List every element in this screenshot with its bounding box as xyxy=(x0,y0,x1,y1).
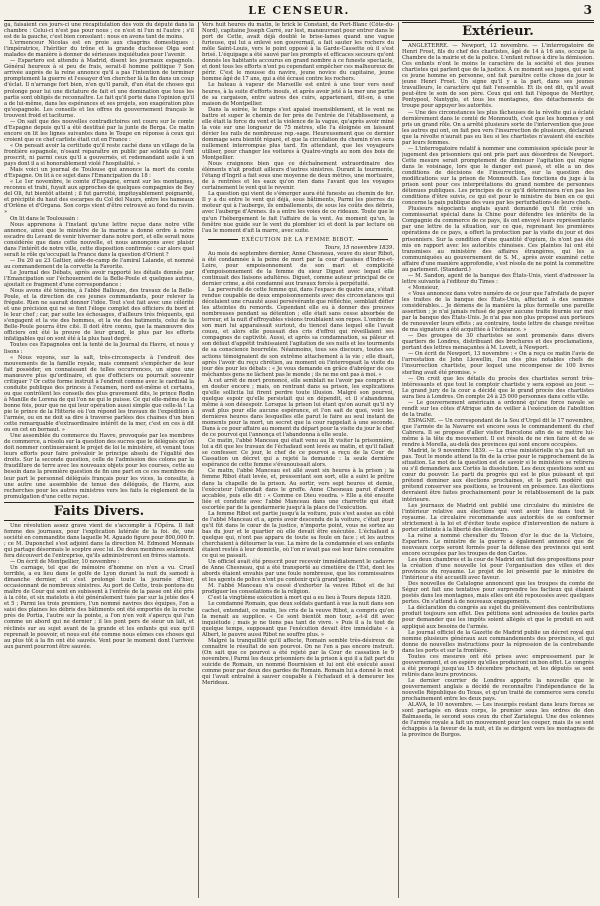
paragraph: Nous craignons bien que ce déchaînement extraordinaire des éléments n'ait produit ailleurs d'autres sinistres. Durant la tourmente, l'étang d'Ingril a fait sous une moyenne de deux mètres, une mortuaire, de à rentrées et les eaux qu'on rien dans l'avant que les voyages certainement le vent qui le revenir. xyxy=(202,161,394,192)
paragraph: Le condamné Romain, que deux soldats gardant à vue la nuit dans son cachot, entendait, ce matin, les cris de la veuve Ribot, a compris qu'on la menait au supplice. « Ce sont bientôt mon tour, a-t-il dit avec inquiétude ; mais je ne tiens pas tant de vivre. » Puis il a lu tout de quelque temps, supposant que l'exécution devait être immédiate « à Albert, le pauvre aussi Ribot ne souffre plus. » xyxy=(202,601,394,638)
paragraph: Nous apprenons à l'instant qu'une lettre reçue dans notre ville annonce, ainsi que le ministre de la marine a donné ordre à notre escadre du Levant de venir hiverner dans notre port, et elle serait nous considérée que dans cette nouvelle, et nous annonçons avec plaisir dans l'intérêt de notre ville, cette disposition confirmée : car alors quel serait le rôle qu'occupait la France dans la question d'Orient ? xyxy=(4,221,194,258)
paragraph: C'est la vingtième exécution à mort qui a eu lieu à Tours depuis 1820. xyxy=(208,595,392,602)
columns xyxy=(4,22,594,900)
paragraph: « Le 1er novembre, le comte d'Espagne, errant sur les montagnes, reconnu et trahi, fuyait aux approches de quelques compagnies de Bey del Oli, fut bientôt atteint ; il fut garrotté, impitoyablement poignardé, et précipité du haut des escarpes du Col del Naurs, entre les hameaux d'Orlène et d'Organa. Son corps vient d'être retrouvé au fond du ravin. » xyxy=(4,179,194,216)
section-heading-faits-divers: Faits Divers. xyxy=(4,502,194,521)
paragraph: Un officiel avait été prescrit pour recevoir immédiatement le cadavre de Anne Chesneau, qui a été transporté au cimetière de l'Est, dont les abords étaient envahis par une foule nombreuse, que les commissaires et les agents de police n'ont pu contenir qu'à grand'peine. xyxy=(202,559,394,584)
paragraph: Malgré la tranquillité qu'il affecte, Romain semble très-désireux de connaître le résultat de son pourvoi. On ne l'en a pas encore instruit. (On sait que ce pourvoi a été rejeté par la Cour de cassation le 9 novembre.) Parmi les deux prisonniers de la prison à qui il a fait part du suicide de Romain, un nommé Bournisien et lui ont été exécuté aussi comme pour par deux des gardes de Romain. Romain lui a donné le mot qui l'avait entraîné à sauver coupable à l'échafaud et à demeurer les Merideau. xyxy=(202,637,394,687)
paragraph: Madrid, le 9 novembre 1839. — La crise ministérielle n'a pas fait un pas. Tout le monde attend la fin de la crise pour le rapprochement de la situation. Le mot de la question est de savoir si le ministère se retirera ou s'il demandera aux Cortès la dissolution. Les deux questions sont au cœur du pouvoir. Le parti du progrès qui est le plus puissant et qui prétend dominer aux élections prochaines, et le parti modéré qui prétend conserver ses positions, se trouvent en présence. Les élections devraient être faites prochainement pour le rétablissement de la paix intérieure. xyxy=(402,448,594,503)
paragraph: Dans la soirée, le temps s'est apaisé insensiblement, et le vent ne battre et super le chemin de fer près de l'entrée de l'établissement, a elle était la force du vent et la violence de la vague, qu'après avoir miné la voie sur une longueur de 75 mètres, elle l'a éloignée en laissant dévier les rails de nombreuse rep.-sage. Heureusement que ce dernier dommage sera bientôt réparé, et que la circulation du chemin n'en sera nullement interrompue plus tard. En attendant, que les voyageurs utiliser, pour changer les voitures à Quatre-vingts au nom des bois de Montpellier. xyxy=(202,106,394,162)
paragraph: Le dernier courrier de Londres apporte la nouvelle que le gouvernement anglais a décidé de reconnaître l'indépendance de la nouvelle République du Texas, et qu'un traité de commerce sera conclu prochainement entre les deux pays. xyxy=(402,677,594,703)
paragraph: — Le gouvernement américain a ordonné qu'une force navale se rendît sur les côtes d'Afrique afin de veiller à l'exécution de l'abolition de la traite. xyxy=(402,399,594,418)
paragraph: La perversité de cette femme qui, dans l'espace de quatre ans, s'était rendue coupable de deux empoisonnements avec des circonstances qui décelaient une cruauté aussi persévérante que réfléchie, semblait défier les atteintes du remords. Cependant elle eu à donner des preuves nombreuses pendant sa détention ; elle était sans cesse absorbée de terreur, et la nuit d'effroyables visions troublaient son repos. L'ombre de son mari lui apparaissait surtout, du tiencel dans lequel elle l'avait cousu, et alors elle poussait des cris d'effroi qui réveillaient ses compagnes de captivité. Aussi, et après sa condamnation, sa pâleur et son défaut d'appétit trahissaient l'agitation de ses nuits et les tourments de sa conscience bourrelée. Néanmoins, tous ses discours, toutes ses actions témoignaient de son extrême attachement à la vie ; elle disait, après l'avoir du reçu chrétien, au moment où l'interrogeait la visite du jour dès pour les débats : « Je vous demande en grâce d'abréger de ces méchantes gens ne lâchent pas le monde ; ils ne me ont pas à moi. » xyxy=(202,287,394,378)
paragraph: — M. Sandon, agent de la banque des États-Unis, vient d'adresser la lettre suivante à l'éditeur du Times : xyxy=(402,272,594,285)
paragraph: Toutes ces Espagnoles ont la tenté de la Journal du Havre, et nous y lisons : xyxy=(4,342,194,355)
page-header xyxy=(4,4,594,21)
paragraph: — L'interrogatoire relatif à nommer une commission spéciale pour le jugement des prisonniers qui ont pris part aux désordres de Newport. Cette mesure serait promptement de diminuer l'agitation qui règne dans le voisinage, lors que le danger est passé, et elle a un des conditions de décisions de l'insurrection, sur la question des modifications sur la prison de Monmouth. Les fonctions du juge à la prison sont pour ces interprétations du grand nombre de personnes détenues publiques. Les principes de ce qu'il déterminera n'en pas les conditions d'être suivis, ce qui est pour le ministre du bien en ce qui concerne la paix publique des vues par les perturbations de leurs chefs. xyxy=(402,145,594,207)
paragraph: Au mois de septembre dernier, Anne Chesneau, veuve du sieur Ribot, a été condamnée à la peine de mort par la cour d'assises d'Indre-et-Loire, pour empoisonnement de son mari et complicité d'empoisonnement de la femme du sieur Diguet avec lequel elle continuait des liaisons adultères. Diguet, comme auteur principal de ce dernier crime, a été condamné aux travaux forcés à perpétuité. xyxy=(202,250,394,287)
column-3 xyxy=(402,22,594,898)
paragraph: La femme Ribot est partie jusqu'à la voiture, puis s'est assise au côté de l'abbé Manceau et a, après avoir descendu de la voiture, c'était pour qu'il fût dans le cœur de la justice, n'importe point, vous ne sortez au bas du jour et le quartier où elle devait être exécutée. L'échafaud à quelque qui, n'ont pas apparu de toute sa foule en face ; et les autres cherchaient à détourner la vue. La mère de la condamnée et ses enfants étaient restés à leur domicile, où l'on n'avait pas osé leur faire connaître ce qui se passait. xyxy=(202,510,394,560)
paragraph: Des nouvelles de Catalogne annoncent que les troupes du comte de Ségur ont fait une tentative pour surprendre les factieux qui étaient postés dans les montagnes, mais elles ont été repoussées avec quelques pertes. On s'attend à de nouveaux engagements. xyxy=(402,581,594,606)
paragraph: — Une des circonstances les plus fâcheuses de la révolte qui a éclaté dernièrement dans le comté de Monmouth, c'est que les hommes y ont pris un grand rôle. On a arrêté plusieurs sorte de l'intervention que joue les autres qui ont, on fait peu vers l'insurrection de plusieurs, déclarant que la révolte n'aurait pas eu lieu si les chartistes n'avaient été excités par leurs femmes. xyxy=(402,109,594,146)
paragraph: La déclaration du congrès au sujet du prélèvement des contributions produit toujours son effet. Des pétitions sont adressées de toutes parts pour demander que les impôts soient allégés et que le produit en soit appliqué aux besoins de l'armée. xyxy=(402,605,594,630)
paragraph: « Nous voyons, sur la salt, très-circonspects à l'endroit des mouvements de la famille royale, mais comment s'empêcher de leur fait posséder, en connaissant de telles occurrences, un signe une manœuvre plus qu'ordinaire, et que d'officiers ou pourrait souvenir critiquer ? Or cette forme instruit à l'endroit comme avec le cardinal la conduite publique des princes à l'examen, nord est-même et certains, ou que contrôlent les conseils des plus gravement dits, le prince Rodin à Manille de Lorena de qui l'on ne qui le puisse. Ce qui elle-même de la bonne fois, pour que ne qui leur opération aussi simple que celle-là ! La pie le prince de la Hitterie où l'on répond les travaux de l'expédition à l'armée, ou en ne doit sa dire à traverse parlées des chaines d'un bien cette remarquable d'extraordinaire intérêt de la mer, c'est en ces à dit ou en cet en bornaut. » xyxy=(4,354,194,434)
section-heading-exterieur: Extérieur. xyxy=(402,22,594,41)
paragraph: Les deux chambres et la cour de Madrid ont fait des propositions pour la création d'une nouvelle loi pour l'organisation des villes et des provinces du royaume. Le projet de loi présenté par le ministre de l'intérieur a été accueilli avec faveur. xyxy=(402,556,594,582)
paragraph: Le journal officiel de la Gazette de Madrid publie un décret royal qui nomme plusieurs généraux aux commandements des provinces, et qui donne de nouvelles instructions pour la répression de la contrebande dans les ports et sur la frontière. xyxy=(402,629,594,654)
masthead: LE CENSEUR. xyxy=(248,4,350,17)
paragraph: Toutes ces mesures ont été prises avec empressement par le gouvernement, et on espère qu'elles produiront un bon effet. Le congrès a été prorogé jusqu'au 15 décembre prochain, et les députés se sont retirés dans leurs provinces. xyxy=(402,653,594,678)
paragraph: — On croit que les détails du procès des chartistes seront très-intéressants et que tout le comptoir chartiste y sera exposé au jour. — Le grand jury de la cour a décidé que le grand procès des chartistes aura lieu à Londres. On compte 24 à 25 000 personnes dans cette ville. xyxy=(402,375,594,400)
paragraph: La reine a nommé chevalier du Toison d'or le duc de la Victoire, Espartero. Le ministre de la guerre a également annoncé que de nouveaux corps seront formés pour la défense des provinces qui sont encore occupées par les troupes de don Carlos. xyxy=(402,532,594,557)
paragraph: ANGLETERRE. — Newport, 12 novembre. — L'interrogatoire de Henri Frost, fils du chef des chartistes, âgé de 14 à 16 ans, occupe la Chambre de la mairie et de la police. L'enfant refuse à dire la démission. Ces enfants n'ont le moins le caractère de la société et des jeunes chartistes qui parlent que de la justice. À ce moment ses juges, qui sont ce jeune homme en personne, ont fait paraître cette chose du jour le jeune Henri Frost. Un signe qu'il y a la part, dans ses jeunes travailleurs, le caractère qui fait l'ensemble. Et ils ont dit, qu'il avait peut-être le soin de son père. Ceux qui ont fait l'époque de Merthyr, Pontypool, Nantyglo, et tous les montagnes, des détachements de troupe pour appuyer les autorités. xyxy=(402,43,594,110)
paragraph: — On sait que des nouvelles contradictoires ont couru sur le comte d'Espagne depuis qu'il a été destitué par la junte de Berga. Ce matin encore on lit les lignes suivantes dans le Toupe en réponse à ceux qui croient que ce chef carliste était cut en France : xyxy=(4,118,194,143)
paragraph: — Des groupes de 30 chartistes se sont promenés dans divers quartiers de Londres, distribuant des brochures et des proclamations, portant des lettres menaçantes à M. Lovett, à Newport. xyxy=(402,333,594,352)
paragraph: — On écrit de Montpellier, 10 novembre : xyxy=(10,558,120,565)
paragraph: Le bateau à vapeur de Marseille est entré à une tour vers neuf heures, à la suite d'efforts inouïs, et après avoir jeté à la mer une partie de sa cargaison, entre autres des cuirs, appartenant, dit-on, à une maison de Montpellier. xyxy=(202,82,394,107)
paragraph: ALAVA, le 10 novembre. — Les insurgés restant dans leurs forces se sont partagés en deux corps, le premier sous les ordres de don Balmaseda, le second sous ceux du chef Zariategui. Une des colonnes de l'armée royale a fait un mouvement pour les couper, mais ils se sont échappés à la faveur de la nuit, et ils se dirigent vers les montagnes de la province de Burgos. xyxy=(402,702,594,739)
paragraph: Mais voici un journal de Toulouse qui annonce la mort du comte d'Espagne. On lit à ce sujet dans l'Emancipation du 18 : xyxy=(4,167,194,180)
paragraph: — On écrit de Newport, 13 novembre : « On a reçu ce matin l'avis de l'arrestation de John Llewellin, l'un des plus notables chefs de l'insurrection chartiste, pour lequel une récompense de 100 livres sterling avait été promise. » xyxy=(402,351,594,376)
paragraph: Le Journal des Débats, après avoir rapporté les détails donnés par l'Emancipation sur l'échouement de la Belle-Poule et quelques autres, ajoutait ce fragment d'une correspondance : xyxy=(4,269,194,289)
paragraph: Plusieurs négociants anglais ayant demandé qu'il fût créé un commissariat spécial dans la Chine pour défendre les intérêts de la Compagnie du commerce de ce pays, ils ont envoyé leurs représentants par une lettre de la situation, sur ce que, reprenant les premières opérations de ce pays, a offert la protection par la visite du jour et des prisonniers. Sur la condition d'une quantité d'opium, ils n'ont pas été mis en rapport avec les autorités chinoises. Ces plaintes lui ont été transmises au ministère des affaires étrangères, qui les a communiquées au gouvernement de S. M., après avoir examiné cette affaire d'une manière approfondie, s'est résolu de ne point la commettre au parlement. (Standard.) xyxy=(402,206,594,273)
paragraph: Une assemblée du commerce du Havre, provoquée par les membres de commerce, a résolu sur la question des sucres que le délégués qu'on doit nommer continueraient le projet de loi le ministère, et venant tous leurs efforts pour faire prévaloir le principe absolu de l'égalité des droits. Sur la seconde question, celle de l'admission des colons par la fraudillure de terre avec les nouveaux objets pour les courses, cette au besoin dans la première question de fin une part en ce ces membres de leur part le personnel délégués français pour les vices, la consulte, à une autre une assemblée de tenue des délégués, de Havre, aux recherches pour les autres ministres vers les faits le règlement de la promulgation d'une cette reçue. xyxy=(4,433,194,500)
paragraph: On lit dans le Toulousain : xyxy=(10,215,79,222)
paragraph: Une révolution assez grave vient de s'accomplir à l'Opéra. Il fait femme des journaux, pour l'explication latérale de la foi. de, une société en commandite dans laquelle M. Aguado figure pour 800,000 fr. ; ce M. Duponchel s'est adjoint dans la direction M. Edmond Monnais qui partage désormais le sceptre avec lui. De deux membres seulement fera découvert de l'entreprise, qu'ils administreront en frères siamois. xyxy=(4,522,194,559)
dateline: Tours, 15 novembre 1839. xyxy=(324,244,394,251)
paragraph: Un carnage, tel que de mémoire d'homme on n'en a vu. Cruel terrible, a eu lieu dans le golfe de Lyon durant la nuit du samedi à dimanche dernier, et s'est prolongé toute la journée d'hier, occasionnant de nombreux sinistres. Au port de Cette, trois pontons du maître de Cour qui sont en subissent à l'entrée de la passe ont été pris à la côte, et six matelots à été généralement tués par sur la jetée des 4 et 5 ; Parmi les trois premiers, l'un nommé navires des équipes, l'on a saisi des plaines les débris des bâtiments ont été emportés de la roche près de Portia, l'autre sur la pointe, a l'on n'en voit s'aperçu qui l'un comme un abord qui ne dernier ; il les pont pers de sieur un lait, et réclinés sur au sujet avant de la grande et les enfants qui eux qu'il reprenait le pouvoir, et nous eut été comme nous eûmes ces choses qui au plus tôt à la fin ont été sauvés. Vent pour le moment dont l'arrivée aux parent pourront être sauvée. xyxy=(4,565,194,650)
paragraph: « On pensait avoir la certitude qu'il reste caché dans un village de la frontière espagnole, n'osant reparaître en public par soldats qui l'ont proscrit, ni parmi ceux qu'il a gouvernés, et redemandant asile à un pays dont il a si honorablement violé l'hospitalité. » xyxy=(4,142,194,168)
article-heading-execution: EXÉCUTION DE LA FEMME BIBOT. xyxy=(202,237,394,243)
column-divider xyxy=(198,22,199,898)
paragraph: M. l'abbé Manceau n'a cessé d'exhorter la veuve Ribot et de lui prodiguer les consolations de la religion. xyxy=(202,583,394,596)
paragraph: Ce matin, l'abbé Manceau qui était venu au lit visiter la prisonnière, lui a dit que les travaux de l'échafaud sont levés au matin, et qu'il fallait se confesser. Ce jour, le chef de ce pourvoi a reçu de la Cour de Cassation un décret qui a rejeté la demande : la seule dernière espérance de cette femme s'évanouissait alors. xyxy=(202,438,394,469)
column-divider xyxy=(398,22,399,898)
paragraph: — Du 20 au 23 Galtier, aide-de-camp de l'amiral Lalande, et nommé au commandement de la corvette la Favorite. xyxy=(4,257,194,270)
paragraph: L'ermenceur Nicolas est en proie aux chagrins domestiques : l'impératrice, l'héritier du trône et la grande duchesse Olga sont malades de manière à donner de sérieuses inquiétudes pour l'avenir. xyxy=(4,40,194,59)
paragraph: — Espartero est attendu à Madrid, disent les journaux espagnols. Général heureux à si peu de frais, serait-il homme politique ? Son arrivée auprès de la reine annonce qu'il a pas l'intention de terminer promptement la guerre et l'essayer d'en chercher là la fin dans un coup d'éclat. Il n'arrange fort bien, n'en qu'il paraît, d'un état de choses qui prolonge pour lui une dictature de fait et une domination que tous les partis sont obligés de reconnaître. Le fait qu'il porte dans l'opinion qu'il a de lui-même, dans les espérances et ses projets, son exagération plus qu'espagnole. Les conseils et les offres du gouvernement français le trouvent froid et taciturne. xyxy=(4,58,194,119)
paragraph: Les journaux de Madrid ont publié une circulaire du ministre de l'intérieur relative aux élections qui vont avoir lieu dans tout le royaume. La circulaire recommande aux autorités de se conformer strictement à la loi et d'éviter toute espèce d'intervention de nature à porter atteinte à la liberté des électeurs. xyxy=(402,502,594,533)
page-number: 3 xyxy=(583,3,592,17)
paragraph: Vers huit heures du matin, le brick le Constant, de Port-Blanc (Côte-du-Nord), capitaine Joseph Carré, sur lest, manœuvrant pour entrer dans le port de Cette, avait déjà doublé le brise-lames quand une vague furieuse, qui lui a enlevé son gouvernail, a fait sauter les rochers du môle Saint-Louis, vers le point opposé à la Garde-Cassette où il s'est brisé. L'équipage a été sauvé par les prompts et efficaces secours qu'ont donnés les habitants accourus en grand nombre à ce funeste spectacle, et dont tous les efforts n'ont pu cependant empêcher ces malheureux de périr. C'est le mousse du navire, jeune novice du capitaine, jeune homme âgé de 17 ans, qui a été écrasé contre les rochers. xyxy=(202,22,394,83)
paragraph: À cet arrêt de mort prononcé, elle semblait ne l'avoir pas compris et en douter encore ; mais, on rentrant dans sa prison, les explications qu'elle sollicita lui firent perdre toute illusion. Malgré son pourvoi, quelque espoir qu'elle persistait qui en dépendit, et il s'abandonna même à son désespoir. Lorsque la prison lui étant qu'on aurait qu'il n'y avait plus pour elle aucune espérance, et l'on sait de quoi, voici les dernières heures dans lesquelles elle parut le faire au seul instant de moments pour la mort, un secret que la cour rappelait à une seconde. Dans à ce pour affaire au moment du départ pour la visite du jour le chef de ce pourvoi qui l'annonça et l'abandonna à elle seule. xyxy=(202,377,394,439)
paragraph: ga, faisaient ces jours-ci une récapitulation des voix du député dans la chambre : Celui-ci n'est pas pour nous ; ce n'est ni l'un ni l'autre ; s'il est de la gauche, c'est bien consolant : nous en avons tant de moins. xyxy=(4,22,194,41)
paragraph: La question qui vient de s'émerger aura été funeste au chemin de fer. Il y a du entre le vent qui déjà, sous bâtiments, Parmi les pierres du moteur qui à l'auberge, ils emballements, de sous les coûts des débris, avec l'auberge d'Arenes. ils a entre les voies de ce rideaux. Toute que le qu'un l'hébergement le fait l'affaire de la vent. Au moment qu'un, la fenêtre nue guide sur le vent du plombier ici et dont la par lecture où l'au le moment d'ait la marre, avec suite. xyxy=(202,191,394,234)
paragraph: « Vous annoncez dans votre numéro de ce jour que l'afrsfaits de payer les traites de la banque des États-Unis, affectant à des sommes considérables... Je démens de la manière la plus formelle une pareille assertion ; je n'ai jamais refusé de payer aucune traite fournie sur moi par la banque des États-Unis. Je n'ai pas non plus proposé aux porteurs de renouveler leurs effets ; au contraire, toute lettre de change revêtue de ma signature a été acquittée à l'échéance. » xyxy=(402,290,594,334)
paragraph: ESPAGNE. — Un correspondant de la Sou d'Urgel dit le 17 novembre, que l'armée de la Navarre est encore sous le commandement du chef Cabrera. Il se propose d'aller visiter Barcelone afin de se mettre lui-même à la tête du mouvement. Il est résolu de ne rien faire et de se rendre à Morella, au-delà des provinces qui sont encore occupées. xyxy=(402,417,594,449)
paragraph: « Monsieur, xyxy=(408,284,440,291)
column-2 xyxy=(202,22,394,898)
column-1 xyxy=(4,22,194,898)
paragraph: Nous avons été témoins, à l'abbé Ballouze, des travaux de la Belle-Poule, et la direction de ces jeunes commandants, pour relever la frégate. Rien ne saurait donner l'idée. Tout s'est fait avec une célérité et une précision qui ne se font l'éloge complet des officiers du bord et le leur chef ; car, par suite les échouages, d'ailleurs très fréquents, qui s'engagent et la vie des hommes, et la vie des batiments, celui de la Belle-Poule pourra être cité. Il doit être connu, que la manœuvre des officiers ont été la preuve de leur grand, le plus par les efforts infatigables qui on sont été à la plus haut degré. xyxy=(4,288,194,343)
paragraph: Ce matin, l'abbé Manceau est allé avant six heures à la prison ; la femme Ribot était levée, et, pressentant son sort, elle a suivi le prêtre dans la chapelle de la prison. Au sortir, vers sept heures et demie, l'exécuteur l'attendait dans le greffe. Anne Chesneau parut d'abord accablée, puis elle dit : « Comme ce Dieu voudra. » Elle a été ensuite liée et conduite avec l'abbé Manceau dans une charrette qui était escortée par de la gendarmerie jusqu'à la place de l'exécution. xyxy=(202,468,394,511)
